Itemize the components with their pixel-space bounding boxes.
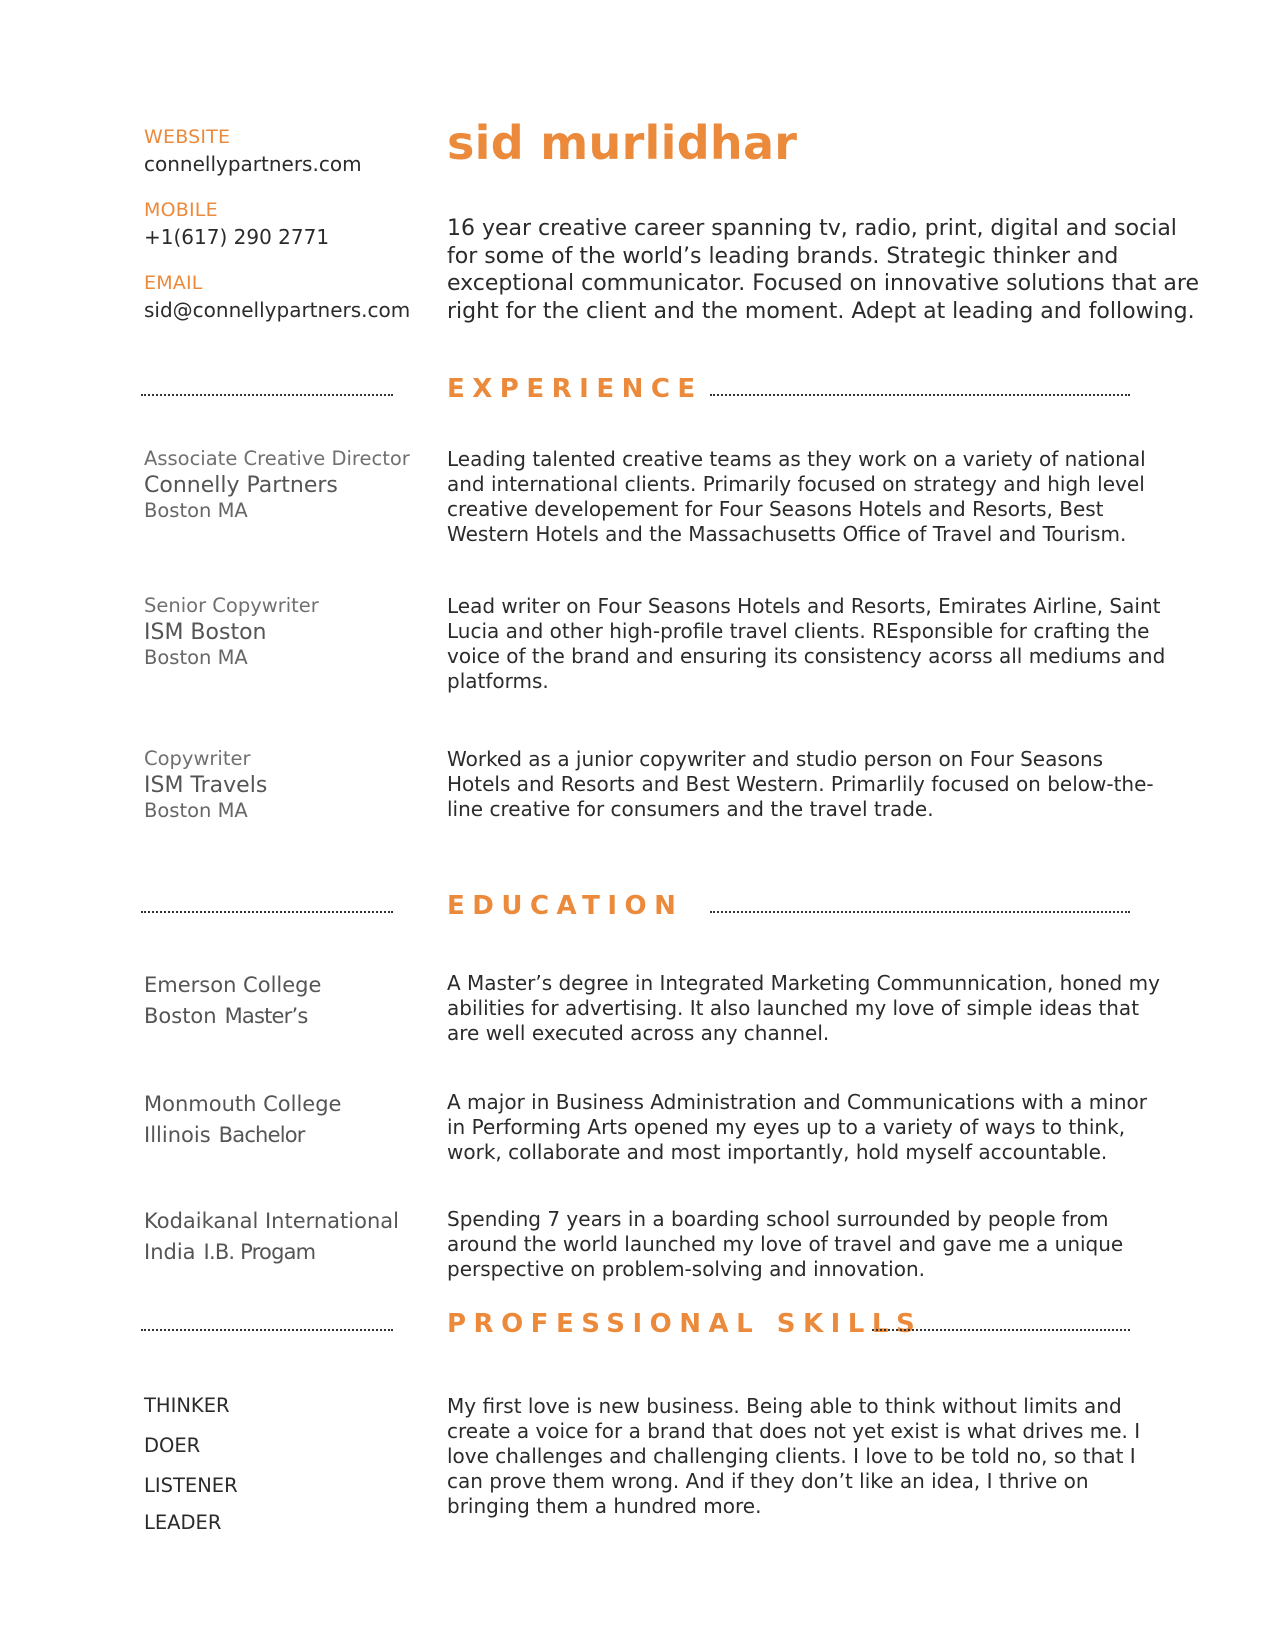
section-divider-left xyxy=(141,911,393,913)
job-title: Associate Creative Director xyxy=(144,447,410,470)
education-description: A major in Business Administration and Communications with a minor in Performing Arts opened my eyes up to a variety of ways to think, work, collaborate and most importantly, hold myself accountable. xyxy=(447,1090,1147,1164)
skill-item: DOER xyxy=(144,1434,201,1457)
school-location: Boston xyxy=(144,1004,217,1028)
education-description: A Master’s degree in Integrated Marketing Communnication, honed my abilities for advertising. It also launched my love of simple ideas that are well executed across any channel. xyxy=(447,971,1160,1045)
school-name: Emerson College xyxy=(144,973,322,997)
education-entry-meta xyxy=(144,970,414,1032)
skill-item: LEADER xyxy=(144,1511,222,1534)
job-location: Boston MA xyxy=(144,799,248,822)
skill-item: LISTENER xyxy=(144,1474,238,1497)
job-description: Worked as a junior copywriter and studio person on Four Seasons Hotels and Resorts and Best Western. Primarlily focused on below-the-line creative for consumers and the travel trade. xyxy=(447,747,1154,821)
section-divider-left xyxy=(141,394,393,396)
school-name: Kodaikanal International xyxy=(144,1209,399,1233)
mobile-value[interactable]: +1(617) 290 2771 xyxy=(144,225,330,249)
email-label: EMAIL xyxy=(144,272,203,294)
section-divider-right xyxy=(872,1329,1130,1331)
school-location: India xyxy=(144,1240,196,1264)
job-company: Connelly Partners xyxy=(144,473,338,498)
degree: Bachelor xyxy=(218,1123,305,1147)
website-label: WEBSITE xyxy=(144,126,231,148)
section-divider-left xyxy=(141,1329,393,1331)
job-description: Lead writer on Four Seasons Hotels and Resorts, Emirates Airline, Saint Lucia and other high-profile travel clients. REsponsible for crafting the voice of the brand and ensuring its consistency acorss all mediums and platforms. xyxy=(447,594,1166,693)
mobile-label: MOBILE xyxy=(144,199,218,221)
job-location: Boston MA xyxy=(144,646,248,669)
job-title: Copywriter xyxy=(144,747,251,770)
experience-entry-meta xyxy=(144,446,414,523)
education-description: Spending 7 years in a boarding school surrounded by people from around the world launched my love of travel and gave me a unique perspective on problem-solving and innovation. xyxy=(447,1207,1124,1281)
section-divider-right xyxy=(710,394,1130,396)
education-heading: EDUCATION xyxy=(447,891,684,921)
section-divider-right xyxy=(710,911,1130,913)
website-value[interactable]: connellypartners.com xyxy=(144,152,362,176)
job-title: Senior Copywriter xyxy=(144,594,319,617)
profile-summary: 16 year creative career spanning tv, radio, print, digital and social for some of the world’s leading brands. Strategic thinker and exceptional communicator. Focused on innovative solutions that are right for the client and the moment. Adept at leading and following. xyxy=(447,216,1199,324)
experience-entry-meta xyxy=(144,593,414,670)
job-description: Leading talented creative teams as they work on a variety of national and international clients. Primarily focused on strategy and high level creative developement for Four Seasons Hotels and Resorts, Best Western Hotels and the Massachusetts Office of Travel and Tourism. xyxy=(447,447,1146,546)
candidate-name: sid murlidhar xyxy=(447,116,798,170)
job-company: ISM Boston xyxy=(144,620,267,645)
experience-entry-meta xyxy=(144,746,414,823)
school-location: Illinois xyxy=(144,1123,211,1147)
experience-heading: EXPERIENCE xyxy=(447,374,703,404)
job-company: ISM Travels xyxy=(144,773,268,798)
skill-item: THINKER xyxy=(144,1394,230,1417)
school-name: Monmouth College xyxy=(144,1092,342,1116)
degree: I.B. Progam xyxy=(203,1240,316,1264)
degree: Master’s xyxy=(224,1004,308,1028)
education-entry-meta xyxy=(144,1089,414,1151)
skills-heading: PROFESSIONAL SKILLS xyxy=(447,1309,923,1339)
skills-description: My first love is new business. Being able to think without limits and create a voice for a brand that does not yet exist is what drives me. I love challenges and challenging clients. I love to be told no, so that I can prove them wrong. And if they don’t like an idea, I thrive on bringing them a hundred more. xyxy=(447,1394,1141,1518)
email-value[interactable]: sid@connellypartners.com xyxy=(144,298,411,322)
job-location: Boston MA xyxy=(144,499,248,522)
education-entry-meta xyxy=(144,1206,414,1268)
